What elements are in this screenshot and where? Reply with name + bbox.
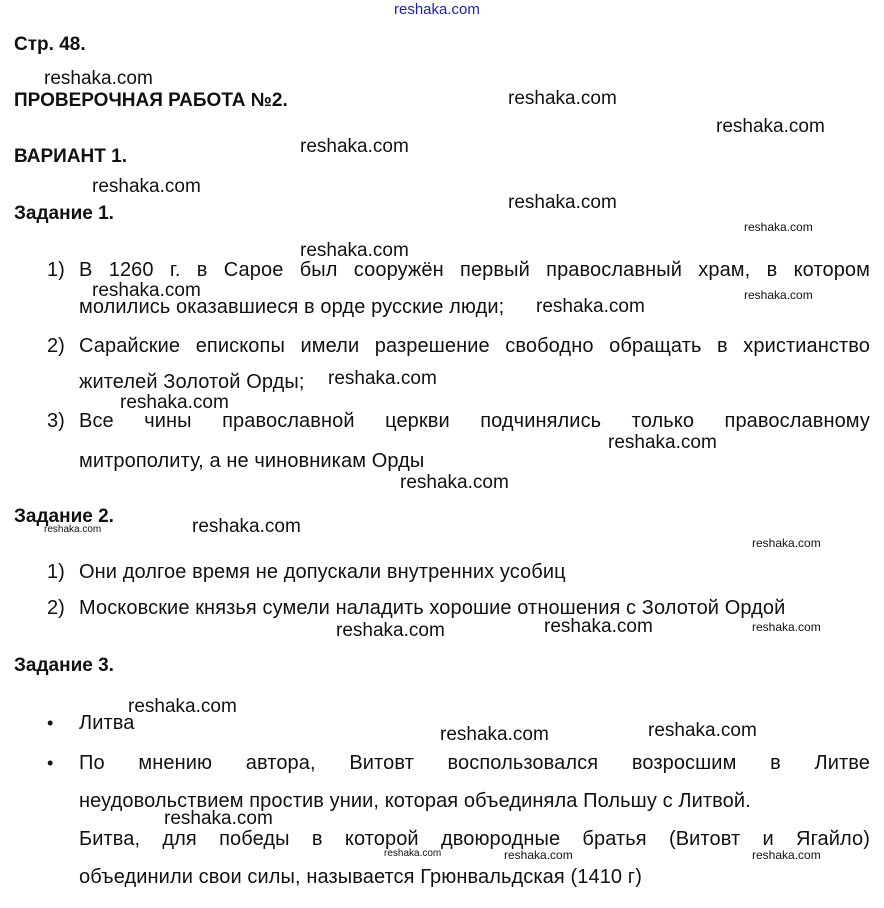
task-1-item-3-line-1: Все чины православной церкви подчинялись только православному: [79, 410, 870, 432]
task-3-item-2-line-4: объединили свои силы, называется Грюнвальдская (1410 г): [79, 866, 642, 888]
watermark: reshaka.com: [192, 516, 301, 537]
task-2-item-2-line-1: Московские князья сумели наладить хорошие отношения с Золотой Ордой: [79, 597, 786, 619]
watermark: reshaka.com: [608, 432, 717, 453]
watermark: reshaka.com: [752, 620, 821, 634]
watermark: reshaka.com: [440, 724, 549, 745]
task-3-item-2-bullet: •: [47, 753, 54, 773]
task-1-item-3-line-2: митрополиту, а не чиновникам Орды: [79, 450, 425, 472]
task-2-title: Задание 2.: [14, 506, 114, 527]
watermark: reshaka.com: [384, 848, 442, 859]
task-2-item-2-marker: 2): [47, 597, 65, 619]
task-3-item-2-line-3: Битва, для победы в которой двоюродные братья (Витовт и Ягайло): [79, 828, 870, 850]
watermark: reshaka.com: [536, 296, 645, 317]
task-1-item-1-line-2: молились оказавшиеся в орде русские люди;: [79, 296, 505, 318]
task-1-item-2-line-1: Сарайские епископы имели разрешение свободно обращать в христианство: [79, 335, 870, 357]
watermark: reshaka.com: [716, 116, 825, 137]
watermark: reshaka.com: [336, 620, 445, 641]
watermark: reshaka.com: [92, 176, 201, 197]
task-3-item-1-bullet: •: [47, 713, 54, 733]
task-1-item-1-line-1: В 1260 г. в Сарое был сооружён первый православный храм, в котором: [79, 259, 870, 281]
page-reference: Стр. 48.: [14, 34, 86, 55]
watermark: reshaka.com: [328, 368, 437, 389]
task-2-item-1-marker: 1): [47, 561, 65, 583]
task-3-item-1-line-1: Литва: [79, 712, 135, 734]
watermark: reshaka.com: [508, 88, 617, 109]
watermark: reshaka.com: [752, 848, 821, 862]
site-header-watermark: reshaka.com: [394, 1, 480, 18]
watermark: reshaka.com: [504, 848, 573, 862]
task-1-item-2-marker: 2): [47, 335, 65, 357]
watermark: reshaka.com: [544, 616, 653, 637]
variant-title: ВАРИАНТ 1.: [14, 146, 127, 167]
watermark: reshaka.com: [648, 720, 757, 741]
task-1-title: Задание 1.: [14, 203, 114, 224]
watermark: reshaka.com: [744, 220, 813, 234]
watermark: reshaka.com: [128, 696, 237, 717]
task-3-title: Задание 3.: [14, 655, 114, 676]
task-3-item-2-line-1: По мнению автора, Витовт воспользовался возросшим в Литве: [79, 752, 870, 774]
watermark: reshaka.com: [400, 472, 509, 493]
watermark: reshaka.com: [744, 288, 813, 302]
watermark: reshaka.com: [508, 192, 617, 213]
test-title: ПРОВЕРОЧНАЯ РАБОТА №2.: [14, 90, 288, 111]
watermark: reshaka.com: [120, 392, 229, 413]
watermark: reshaka.com: [44, 524, 102, 535]
watermark: reshaka.com: [300, 240, 409, 261]
task-2-item-1-line-1: Они долгое время не допускали внутренних усобиц: [79, 561, 566, 583]
task-1-item-3-marker: 3): [47, 410, 65, 432]
task-1-item-2-line-2: жителей Золотой Орды;: [79, 371, 305, 393]
watermark: reshaka.com: [300, 136, 409, 157]
watermark: reshaka.com: [164, 808, 273, 829]
task-3-item-2-line-2: неудовольствием простив унии, которая объединяла Польшу с Литвой.: [79, 790, 751, 812]
task-1-item-1-marker: 1): [47, 259, 65, 281]
watermark: reshaka.com: [92, 280, 201, 301]
watermark: reshaka.com: [44, 68, 153, 89]
watermark: reshaka.com: [752, 536, 821, 550]
